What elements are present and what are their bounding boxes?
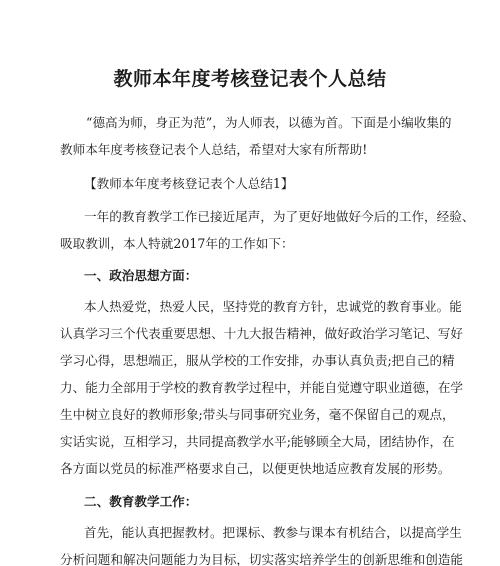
para2-line-2: 认真学习三个代表重要思想、十九大报告精神，做好政治学习笔记、写好	[60, 326, 463, 341]
para2-line-6: 实话实说，互相学习，共同提高教学水平;能够顾全大局，团结协作，在	[60, 434, 455, 449]
para3-line-2: 分析问题和解决问题能力为目标，切实落实培养学生的创新思维和创造能	[60, 552, 463, 566]
section-label: 【教师本年度考核登记表个人总结1】	[84, 176, 294, 191]
para2-line-3: 学习心得，思想端正，服从学校的工作安排，办事认真负责;把自己的精	[60, 353, 455, 368]
para3-line-1: 首先，能认真把握教材。把课标、教参与课本有机结合，以提高学生	[84, 525, 462, 540]
heading-political: 一、政治思想方面：	[84, 268, 198, 283]
para2-line-5: 生中树立良好的教师形象;带头与同事研究业务，毫不保留自己的观点，	[60, 407, 455, 422]
para2-line-4: 力、能力全部用于学校的教育教学过程中，并能自觉遵守职业道德，在学	[60, 380, 463, 395]
para1-line-2: 吸取教训，本人特就2017年的工作如下：	[60, 236, 294, 251]
para2-line-1: 本人热爱党，热爱人民，坚持党的教育方针，忠诚党的教育事业。能	[84, 299, 462, 314]
para2-line-7: 各方面以党员的标准严格要求自己，以便更快地适应教育发展的形势。	[60, 461, 451, 476]
heading-teaching: 二、教育教学工作：	[84, 494, 198, 509]
intro-line-2: 教师本年度考核登记表个人总结，希望对大家有所帮助!	[60, 142, 368, 157]
para1-line-1: 一年的教育教学工作已接近尾声，为了更好地做好今后的工作，经验、	[84, 209, 475, 224]
intro-line-1: “德高为师，身正为范”，为人师表，以德为首。下面是小编收集的	[86, 115, 452, 130]
document-title: 教师本年度考核登记表个人总结	[113, 68, 387, 90]
